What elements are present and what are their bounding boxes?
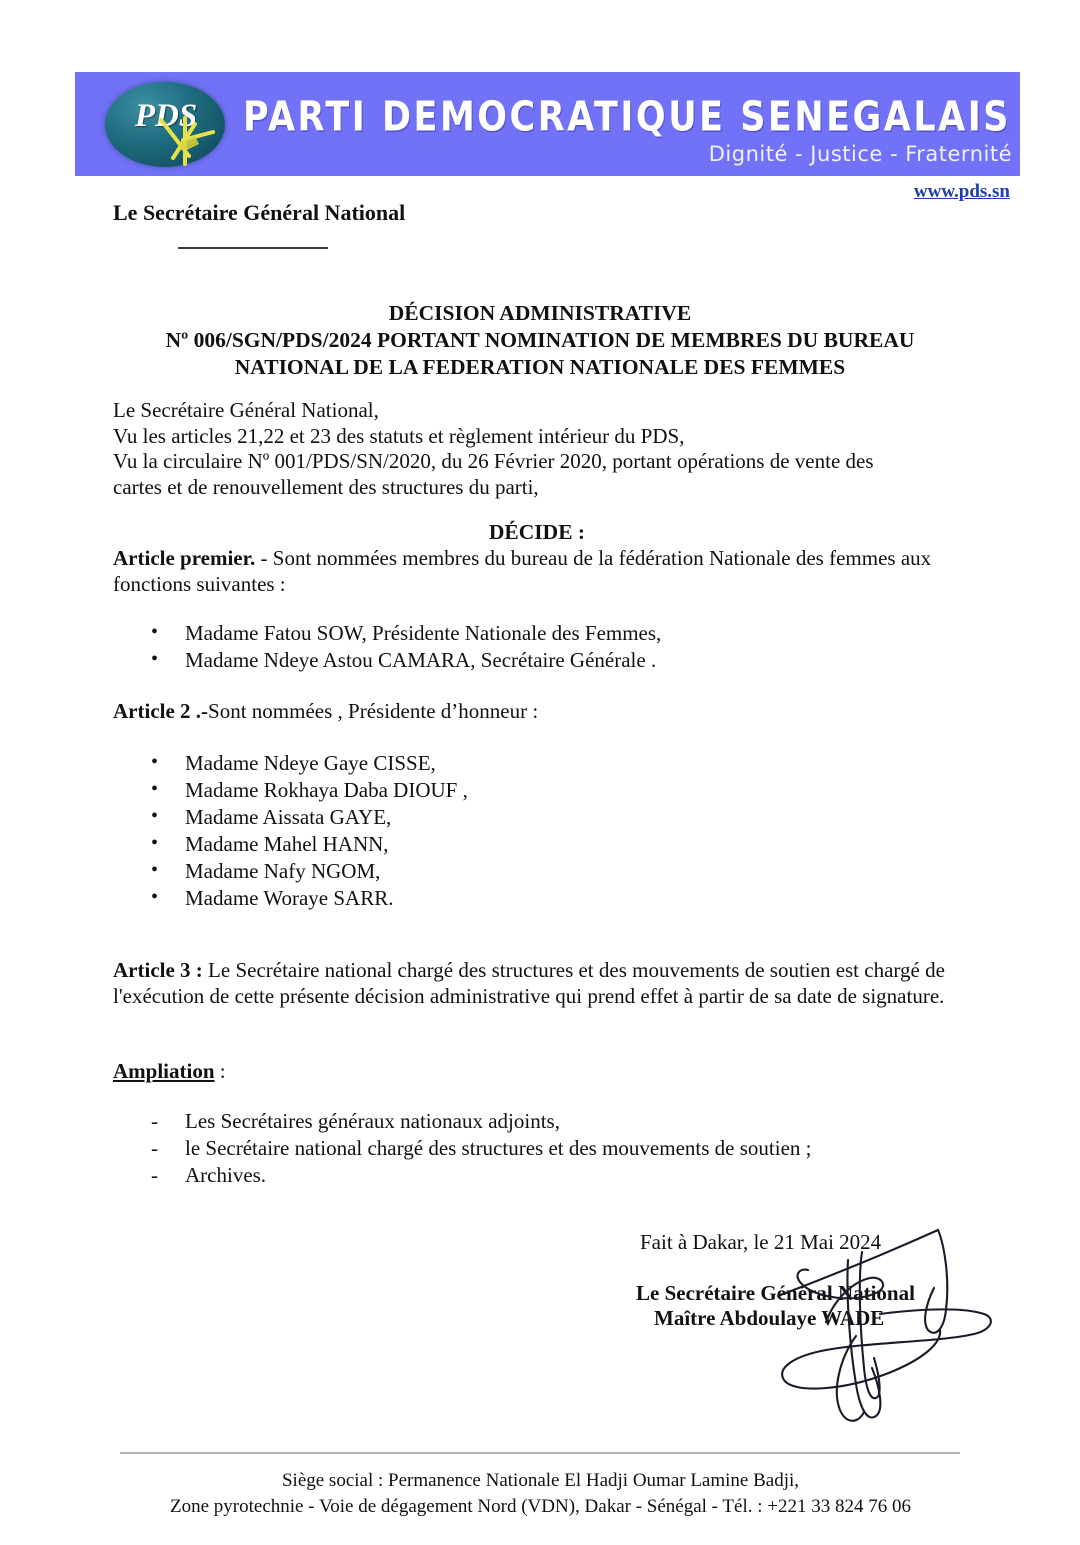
- preamble-line-2: Vu les articles 21,22 et 23 des statuts et règlement intérieur du PDS,: [113, 423, 685, 448]
- list-item: - Les Secrétaires généraux nationaux adjoints,: [113, 1108, 913, 1135]
- list-item: • Madame Aissata GAYE,: [113, 804, 713, 831]
- document-title-line-1: DÉCISION ADMINISTRATIVE: [388, 301, 692, 325]
- preamble-line-3: Vu la circulaire Nº 001/PDS/SN/2020, du 26 Février 2020, portant opérations de vente des: [113, 449, 874, 473]
- list-item: • Madame Fatou SOW, Présidente Nationale des Femmes,: [113, 620, 873, 647]
- sender-title: Le Secrétaire Général National: [113, 200, 406, 225]
- list-item: • Madame Ndeye Gaye CISSE,: [113, 750, 713, 777]
- article-2-text: Sont nommées , Présidente d’honneur :: [208, 699, 539, 723]
- preamble-line-4: cartes et de renouvellement des structures du parti,: [113, 474, 539, 499]
- preamble-block: [113, 398, 961, 500]
- article-1-member-list: [113, 620, 873, 674]
- signature-date: Fait à Dakar, le 21 Mai 2024: [640, 1230, 882, 1254]
- baobab-emblem-icon: [155, 114, 221, 168]
- article-1-paragraph: [113, 546, 961, 597]
- footer-address: [113, 1468, 968, 1520]
- list-item: • Madame Woraye SARR.: [113, 885, 713, 912]
- footer-line-1: Siège social : Permanence Nationale El Hadji Oumar Lamine Badji,: [281, 1470, 800, 1491]
- document-title: [120, 300, 960, 381]
- article-1-text: - Sont nommées membres du bureau de la fédération Nationale des femmes aux fonctions suivantes :: [113, 546, 932, 596]
- signature-name: Maître Abdoulaye WADE: [654, 1306, 885, 1330]
- letterhead-banner: [75, 72, 1020, 176]
- logo-text: PDS: [134, 98, 198, 134]
- preamble-line-1: Le Secrétaire Général National,: [113, 398, 379, 422]
- article-2-member-list: [113, 750, 713, 912]
- ampliation-colon: :: [214, 1059, 226, 1083]
- party-name-title: PARTI DEMOCRATIQUE SENEGALAIS: [243, 94, 1011, 142]
- article-1-label: Article premier.: [113, 546, 256, 570]
- article-2-paragraph: [113, 699, 961, 725]
- article-3-label: Article 3 :: [113, 958, 203, 982]
- list-item: - le Secrétaire national chargé des structures et des mouvements de soutien ;: [113, 1135, 913, 1162]
- list-item: • Madame Rokhaya Daba DIOUF ,: [113, 777, 713, 804]
- document-title-line-2: Nº 006/SGN/PDS/2024 PORTANT NOMINATION DE MEMBRES DU BUREAU: [165, 328, 915, 352]
- footer-divider: [120, 1452, 960, 1454]
- signature-role: Le Secrétaire Général National: [636, 1281, 915, 1305]
- list-item: • Madame Mahel HANN,: [113, 831, 713, 858]
- sender-divider: [178, 247, 328, 249]
- decide-heading: DÉCIDE :: [488, 520, 586, 544]
- pds-logo: [97, 78, 233, 170]
- footer-line-2: Zone pyrotechnie - Voie de dégagement Nord (VDN), Dakar - Sénégal - Tél. : +221 33 824 76 06: [170, 1496, 911, 1517]
- ampliation-label: Ampliation: [113, 1059, 215, 1083]
- website-link[interactable]: www.pds.sn: [913, 181, 1010, 202]
- ampliation-list: [113, 1108, 913, 1189]
- list-item: • Madame Ndeye Astou CAMARA, Secrétaire Générale .: [113, 647, 873, 674]
- ampliation-heading: [113, 1059, 226, 1084]
- article-3-paragraph: [113, 958, 961, 1009]
- party-tagline: Dignité - Justice - Fraternité: [708, 142, 1012, 166]
- document-title-line-3: NATIONAL DE LA FEDERATION NATIONALE DES FEMMES: [234, 355, 846, 379]
- list-item: • Madame Nafy NGOM,: [113, 858, 713, 885]
- article-3-text: Le Secrétaire national chargé des structures et des mouvements de soutien est chargé de l'exécution de cette présente décision administrative qui prend effet à partir de sa date de signature.: [113, 958, 945, 1008]
- list-item: - Archives.: [113, 1162, 913, 1189]
- article-2-label: Article 2 .-: [113, 699, 209, 723]
